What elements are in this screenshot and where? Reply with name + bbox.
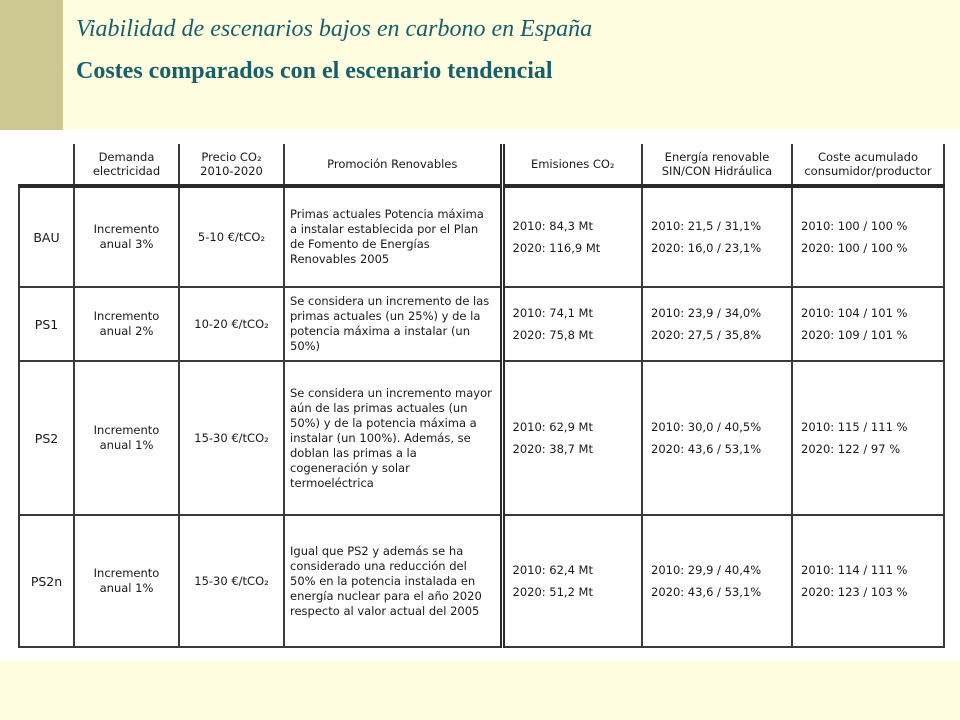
col-header-renewable — [642, 144, 792, 186]
table-header-row — [19, 144, 944, 186]
emissions-cell — [502, 515, 642, 647]
col-header-cost-line2: consumidor/productor — [804, 164, 932, 178]
demand-line1: Incremento — [93, 309, 160, 323]
renewable-cell — [642, 287, 792, 361]
emissions-2010: 2010: 84,3 Mt — [512, 219, 593, 233]
renewable-2010: 2010: 23,9 / 34,0% — [651, 306, 762, 320]
emissions-2010: 2010: 62,9 Mt — [512, 420, 593, 434]
cost-2020: 2020: 123 / 103 % — [801, 585, 908, 599]
cost-2010: 2010: 114 / 111 % — [801, 563, 908, 577]
demand-cell — [74, 287, 179, 361]
renewable-cell — [642, 515, 792, 647]
renewable-cell — [642, 186, 792, 287]
cost-cell — [792, 186, 944, 287]
col-header-promotion: Promoción Renovables — [284, 144, 502, 186]
col-header-price — [179, 144, 284, 186]
renewable-2020: 2020: 43,6 / 53,1% — [651, 585, 762, 599]
demand-line1: Incremento — [93, 423, 160, 437]
col-header-cost-line1: Coste acumulado — [817, 150, 919, 164]
emissions-2010: 2010: 74,1 Mt — [512, 306, 593, 320]
renewable-2020: 2020: 27,5 / 35,8% — [651, 328, 762, 342]
cost-cell — [792, 515, 944, 647]
emissions-2010: 2010: 62,4 Mt — [512, 563, 593, 577]
price-cell: 10-20 €/tCO₂ — [179, 287, 284, 361]
price-cell: 15-30 €/tCO₂ — [179, 361, 284, 515]
emissions-cell — [502, 287, 642, 361]
demand-line2: anual 1% — [99, 438, 154, 452]
table-row-bau — [19, 186, 944, 287]
scenario-table-panel — [0, 130, 960, 660]
table-row-ps1 — [19, 287, 944, 361]
page-subtitle: Costes comparados con el escenario tendencial — [76, 58, 553, 84]
col-header-demand-line2: electricidad — [92, 164, 161, 178]
demand-line2: anual 3% — [99, 237, 154, 251]
table-row-ps2 — [19, 361, 944, 515]
renewable-cell — [642, 361, 792, 515]
col-header-demand — [74, 144, 179, 186]
col-header-renewable-line1: Energía renovable — [664, 150, 770, 164]
renewable-2010: 2010: 21,5 / 31,1% — [651, 219, 762, 233]
cost-2020: 2020: 122 / 97 % — [801, 442, 901, 456]
renewable-2010: 2010: 30,0 / 40,5% — [651, 420, 762, 434]
promotion-cell: Se considera un incremento mayor aún de las primas actuales (un 50%) y de la potencia máxima a instalar (un 100%). Además, se doblan las primas a la cogeneración y solar termoeléctrica — [284, 361, 502, 515]
table-row-ps2n — [19, 515, 944, 647]
renewable-2010: 2010: 29,9 / 40,4% — [651, 563, 762, 577]
price-cell: 5-10 €/tCO₂ — [179, 186, 284, 287]
demand-line2: anual 1% — [99, 581, 154, 595]
scenario-name: BAU — [19, 186, 74, 287]
cost-2010: 2010: 100 / 100 % — [801, 219, 908, 233]
scenario-name: PS2n — [19, 515, 74, 647]
col-header-demand-line1: Demanda — [98, 150, 155, 164]
emissions-cell — [502, 361, 642, 515]
col-header-price-line2: 2010-2020 — [200, 164, 263, 178]
cost-2020: 2020: 109 / 101 % — [801, 328, 908, 342]
page-title: Viabilidad de escenarios bajos en carbono en España — [76, 16, 593, 42]
cost-2020: 2020: 100 / 100 % — [801, 241, 908, 255]
side-accent-bar — [0, 0, 63, 130]
scenario-name: PS2 — [19, 361, 74, 515]
renewable-2020: 2020: 43,6 / 53,1% — [651, 442, 762, 456]
demand-line1: Incremento — [93, 566, 160, 580]
emissions-cell — [502, 186, 642, 287]
demand-cell — [74, 186, 179, 287]
emissions-2020: 2020: 51,2 Mt — [512, 585, 593, 599]
emissions-2020: 2020: 38,7 Mt — [512, 442, 593, 456]
emissions-2020: 2020: 116,9 Mt — [512, 241, 601, 255]
cost-cell — [792, 361, 944, 515]
col-header-price-line1: Precio CO₂ — [201, 150, 262, 164]
demand-line2: anual 2% — [99, 324, 154, 338]
promotion-cell: Primas actuales Potencia máxima a instalar establecida por el Plan de Fomento de Energías Renovables 2005 — [284, 186, 502, 287]
promotion-cell: Se considera un incremento de las primas actuales (un 25%) y de la potencia máxima a instalar (un 50%) — [284, 287, 502, 361]
renewable-2020: 2020: 16,0 / 23,1% — [651, 241, 762, 255]
col-header-renewable-line2: SIN/CON Hidráulica — [661, 164, 773, 178]
scenario-table — [18, 144, 945, 648]
cost-2010: 2010: 115 / 111 % — [801, 420, 908, 434]
cost-2010: 2010: 104 / 101 % — [801, 306, 908, 320]
col-header-cost — [792, 144, 944, 186]
corner-cell — [19, 144, 74, 186]
price-cell: 15-30 €/tCO₂ — [179, 515, 284, 647]
col-header-emissions: Emisiones CO₂ — [502, 144, 642, 186]
demand-cell — [74, 361, 179, 515]
demand-line1: Incremento — [93, 222, 160, 236]
promotion-cell: Igual que PS2 y además se ha considerado una reducción del 50% en la potencia instalada en energía nuclear para el año 2020 respecto al valor actual del 2005 — [284, 515, 502, 647]
emissions-2020: 2020: 75,8 Mt — [512, 328, 593, 342]
scenario-name: PS1 — [19, 287, 74, 361]
demand-cell — [74, 515, 179, 647]
cost-cell — [792, 287, 944, 361]
